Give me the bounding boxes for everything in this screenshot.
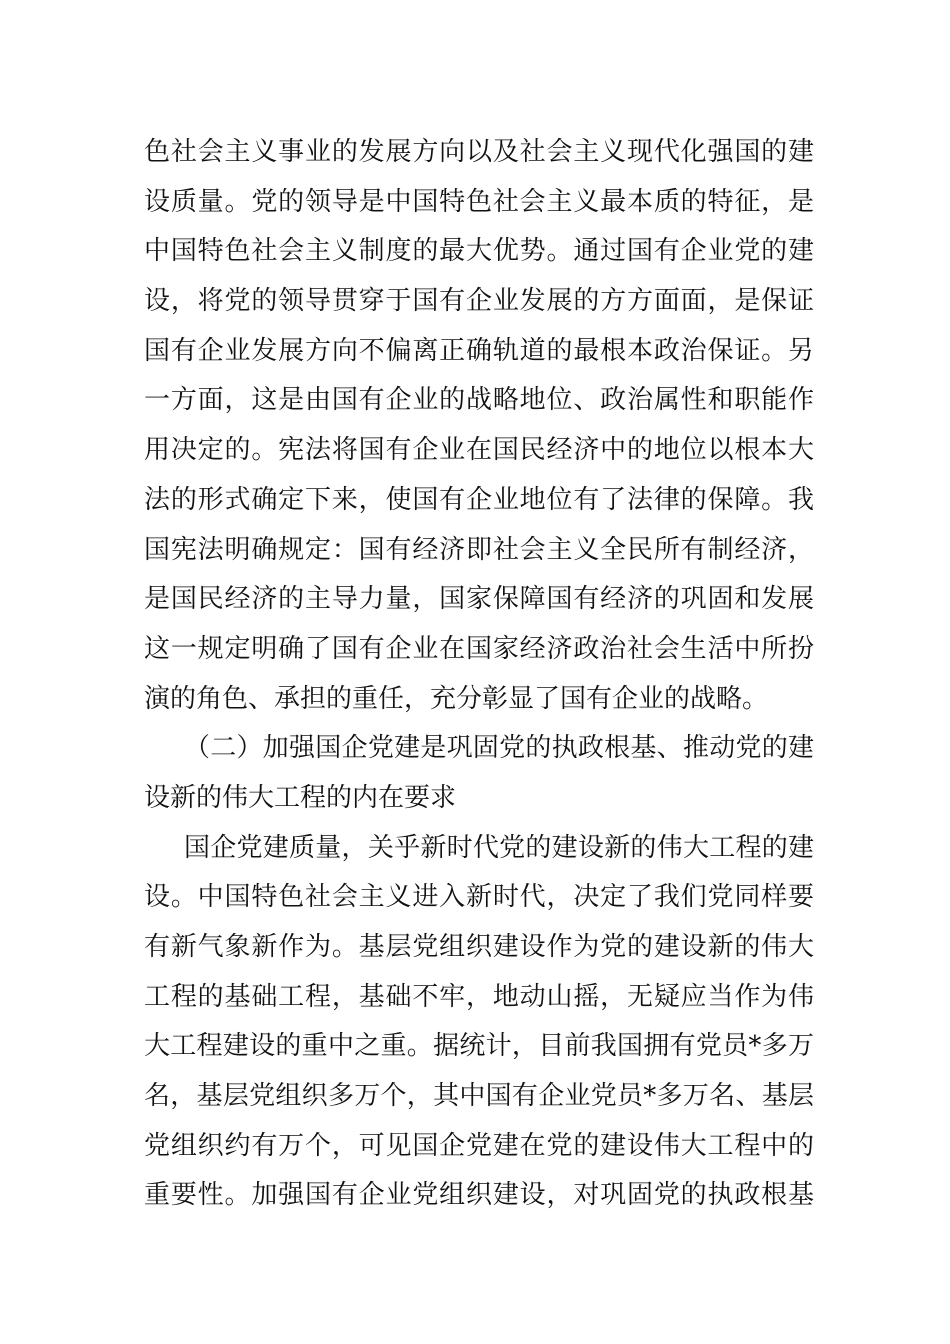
text-line: 党组织约有万个，可见国企党建在党的建设伟大工程中的 — [144, 1130, 814, 1161]
text-line: 一方面，这是由国有企业的战略地位、政治属性和职能作 — [144, 385, 814, 416]
section-heading-line: （二）加强国企党建是巩固党的执政根基、推动党的建 — [184, 733, 814, 764]
text-line: 法的形式确定下来，使国有企业地位有了法律的保障。我 — [144, 484, 814, 515]
text-line: 这一规定明确了国有企业在国家经济政治社会生活中所扮 — [144, 633, 814, 664]
text-line: 有新气象新作为。基层党组织建设作为党的建设新的伟大 — [144, 932, 814, 962]
text-line: 用决定的。宪法将国有企业在国民经济中的地位以根本大 — [144, 435, 814, 466]
text-line: 重要性。加强国有企业党组织建设，对巩固党的执政根基 — [144, 1180, 814, 1211]
text-line: 中国特色社会主义制度的最大优势。通过国有企业党的建 — [144, 236, 814, 267]
text-line: 色社会主义事业的发展方向以及社会主义现代化强国的建 — [144, 137, 814, 167]
text-line: 工程的基础工程，基础不牢，地动山摇，无疑应当作为伟 — [144, 981, 814, 1012]
text-line: 大工程建设的重中之重。据统计，目前我国拥有党员*多万 — [144, 1031, 814, 1062]
section-heading-line: 设新的伟大工程的内在要求 — [144, 782, 457, 813]
text-line: 设质量。党的领导是中国特色社会主义最本质的特征，是 — [144, 186, 814, 217]
text-line: 国宪法明确规定：国有经济即社会主义全民所有制经济， — [144, 534, 814, 565]
text-line: 国企党建质量，关乎新时代党的建设新的伟大工程的建 — [184, 832, 814, 863]
text-line: 设，将党的领导贯穿于国有企业发展的方方面面，是保证 — [144, 286, 814, 317]
text-line: 是国民经济的主导力量，国家保障国有经济的巩固和发展 — [144, 584, 814, 615]
text-line: 名，基层党组织多万个，其中国有企业党员*多万名、基层 — [144, 1081, 814, 1112]
text-line: 设。中国特色社会主义进入新时代，决定了我们党同样要 — [144, 882, 814, 913]
text-line: 演的角色、承担的重任，充分彰显了国有企业的战略。 — [144, 683, 769, 714]
body-text — [144, 128, 814, 1221]
text-line: 国有企业发展方向不偏离正确轨道的最根本政治保证。另 — [144, 335, 814, 366]
